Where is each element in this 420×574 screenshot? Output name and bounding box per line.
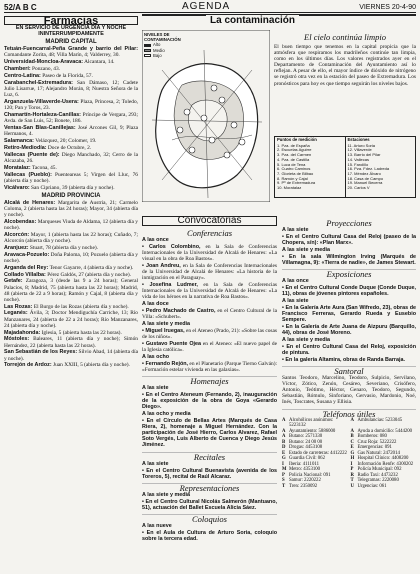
section-heading: Recitales	[142, 452, 277, 460]
station-item: 17. Méndez Álvaro	[347, 170, 381, 176]
event-item	[282, 305, 416, 323]
pharmacy-entry	[4, 245, 138, 251]
event-item	[142, 282, 277, 300]
phone-letter: A	[350, 417, 354, 423]
pollution-title: La contaminación	[206, 15, 299, 26]
pharmacy-address: Paseo de la Florida, 57.	[40, 72, 93, 79]
pharmacy-entry	[4, 200, 138, 218]
phone-text: Emergencias: 091	[357, 445, 392, 451]
event-lead: A las siete y media	[282, 246, 331, 253]
pharmacy-address: Tenor Gayarre, 4 (abierta día y noche).	[48, 264, 134, 271]
event-item	[142, 411, 277, 417]
pharmacy-area: San Sebastián de los Reyes:	[4, 349, 78, 356]
pharmacy-address: Diego Manchado, 32; Cerro de la Alcazaba, 26.	[4, 151, 138, 164]
pharmacy-entry	[4, 252, 138, 264]
event-item	[142, 461, 277, 467]
event-lead: A las siete	[142, 460, 169, 467]
pharmacies-subtitle: EN SERVICIO DE URGENCIA DÍA Y NOCHE ININTERRUMPIDAMENTE	[15, 25, 127, 38]
phone-letter: R	[350, 472, 354, 478]
pharmacy-address: Príncipe de Vergara, 293; Avda. de San Luis, 52; Bonete, 186.	[4, 111, 138, 124]
pharmacy-area: Vallecas (Puente de):	[4, 151, 60, 158]
station-item: 9. Pº de Extremadura	[277, 180, 316, 186]
pharmacy-entry	[4, 46, 138, 58]
event-item	[282, 254, 416, 266]
section-heading: Conferencias	[186, 228, 232, 239]
pharmacy-entry	[4, 349, 138, 361]
pollution-section	[142, 14, 416, 214]
pharmacy-address: San Dámaso, 12; Cadete Julio Lisarrue, 17; Alejandro Morán, 8; Nuestra Señora de la Luz, 6.	[4, 79, 138, 99]
pharmacy-area: Universidad-Moncloa-Aravaca:	[4, 59, 84, 66]
pharmacy-entry	[4, 152, 138, 164]
pharmacy-entry	[4, 66, 138, 72]
event-lead: • Fernando Rejón,	[142, 360, 189, 367]
phone-letter: T	[350, 478, 354, 484]
event-item	[282, 285, 416, 297]
event-item	[142, 263, 277, 281]
pharmacy-entry	[4, 219, 138, 231]
pharmacy-entry	[4, 145, 138, 151]
pharmacy-entry	[4, 330, 138, 336]
pharmacy-address: Margarita de Austria, 21; Carmelo Coloma, 2 (abierta hasta las 24 horas); Mayor, 34 (abierta día y noche).	[4, 199, 138, 218]
station-item: 4. Pza. de Castilla	[277, 156, 310, 162]
event-lead: • En el Centro Cultural Casa del Reloj (paseo de la Chopera, s/n): «Plan Marx».	[282, 233, 416, 247]
phone-text: Policía Nacional: 091	[289, 472, 331, 478]
pharmacy-address: Juan XXIII, 5 (abierta día y noche).	[51, 362, 130, 369]
event-item	[142, 341, 277, 353]
phone-text: Cruz Roja: 5222222	[357, 439, 397, 445]
article-text: El buen tiempo que tenemos en la capital propicia que la atmósfera que respiramos los madrileños continúe tan limpia, como en los últimos días. Los valores registrados ayer en el Departamento de Contaminación del Ayuntamiento así lo reflejan. A pesar de ello, el mayor índice de dióxido de nitrógeno se registró otra vez en la estación del paseo de Extremadura. Los pronósticos para hoy es que tiempo seguirán los niveles bajos.	[274, 44, 416, 87]
pharmacy-area: Arganda del Rey:	[4, 264, 49, 271]
pharmacy-address: Baleares, 11 (abierta día y noche); Simón Hernández, 22 (abierta hasta las 22 horas).	[4, 336, 138, 349]
pharmacy-area: Centro-Latina:	[4, 72, 41, 79]
station-item: 7. Glorieta de Bilbao	[277, 170, 314, 176]
station-item: 20. Carlos V	[347, 185, 370, 191]
pharmacy-address: José Arcones Gil, 9; Plaza Hermanos, 4.	[4, 124, 138, 137]
pharmacy-address: Ávila, 3; Doctor Mendiguchía Carriche, 13; Río Manzanares, 24 (abierta de 22 a 24 horas); Río Manzanares, 24 (abierta día y noche).	[4, 310, 138, 329]
pharmacy-entry	[4, 125, 138, 137]
pharmacy-area: Salamanca:	[4, 137, 34, 144]
pharmacy-address: Doce de Octubre, 2.	[46, 144, 92, 151]
event-lead: A las siete	[142, 385, 169, 392]
pharmacy-area: Las Rozas:	[4, 303, 33, 310]
event-item	[142, 492, 277, 498]
pharmacy-entry	[4, 232, 138, 244]
phone-text: Butano: 24 00 00	[289, 439, 323, 445]
phone-text: Policía Municipal: 092	[357, 467, 402, 473]
phone-letter: G	[282, 456, 286, 462]
phone-text: Información Renfe: 4300202	[357, 461, 414, 467]
event-item	[142, 308, 277, 320]
event-lead: A las ocho y media	[142, 411, 191, 418]
phone-entry	[282, 484, 348, 490]
pharmacy-entry	[4, 172, 138, 184]
phone-entry	[282, 418, 348, 429]
section-heading: Representaciones	[142, 483, 277, 491]
pharmacy-address: Puenteareas 5; Virgen del Lluc, 76 (abierta día y noche).	[4, 171, 138, 184]
pharmacy-address: Mayor, 1 (abierta hasta las 22 horas); Cuñado, 7; Alcorcón (abierta día y noche).	[4, 231, 138, 244]
phone-letter: B	[350, 434, 354, 440]
event-item	[282, 337, 416, 343]
pharmacy-entry	[4, 278, 138, 302]
station-item: 3. Pza. del Carmen	[277, 152, 312, 158]
pharmacy-address: Silvio Abad, 14 (abierta día y noche).	[4, 349, 138, 362]
pharmacy-entry	[4, 112, 138, 124]
phone-letter: E	[350, 445, 354, 451]
pharmacy-area: Torrejón de Ardoz:	[4, 362, 52, 369]
madrid-pharmacy-list	[4, 46, 138, 190]
pollution-map	[142, 30, 270, 202]
section-heading: Coloquios	[142, 514, 277, 522]
phone-letter: E	[282, 450, 286, 456]
station-item: 5. Luca de Tena	[277, 161, 306, 167]
pharmacy-area: Vallecas (Pueblo):	[4, 171, 52, 178]
event-lead: A las once	[282, 278, 309, 285]
legend-row-alto: Alto	[144, 42, 184, 47]
station-item: 16. Pza. Fdez. Ladreda	[347, 166, 390, 172]
event-lead: A las ocho	[142, 354, 170, 361]
pharmacy-address: Velázquez, 20; Colomer, 19.	[33, 137, 97, 144]
pharmacy-area: Arganzuela-Villaverde-Usera:	[4, 98, 79, 105]
telefonos-list	[282, 418, 416, 490]
pharmacy-address: Comandante Zorita, 48; Villa Marín, 4; Valderrey, 30.	[4, 52, 120, 59]
pharmacy-entry	[4, 310, 138, 328]
pharmacy-area: Aranjuez:	[4, 244, 29, 251]
phone-text: Ayuntamiento: 5886000	[289, 428, 336, 434]
event-lead: • En la sala Wilmington Irving (Marqués de Villamagna, 9): «Tierra de nadie», de James Stewart.	[282, 253, 416, 266]
pharmacy-address: Doña Paloma, 10; Pozuelo (abierta día y noche).	[4, 251, 138, 264]
event-lead: • Miguel Iruegas,	[142, 328, 185, 335]
convocatorias-column	[142, 216, 277, 568]
pollution-article	[274, 32, 416, 87]
event-item	[142, 499, 277, 511]
pharmacy-area: Majadahonda:	[4, 329, 41, 336]
station-item: 6. Cuatro Caminos	[277, 166, 311, 172]
pharmacy-entry	[4, 304, 138, 310]
event-lead: A las once	[142, 237, 169, 244]
phone-letter: P	[350, 467, 354, 473]
pharmacy-entry	[4, 336, 138, 348]
phone-text: Metro: 4353100	[289, 467, 321, 473]
station-item: 19. Manuel Becerra	[347, 180, 383, 186]
event-lead: • Joan Andreu,	[142, 263, 181, 270]
pharmacy-entry	[4, 138, 138, 144]
phone-letter: G	[350, 450, 355, 456]
page-number: 52/A B C	[4, 3, 37, 12]
phone-letter: A	[350, 428, 354, 434]
event-item	[282, 227, 416, 233]
phone-letter: I	[282, 461, 284, 467]
station-item: 15. Farolillo	[347, 161, 369, 167]
phone-letter: T	[282, 483, 286, 489]
event-lead: • En el Aula de Cultura de Arturo Soria, coloquio sobre la tercera edad.	[142, 529, 277, 542]
pharmacy-address: Zaragoza, 3 (desde las 9 a 24 horas); General Palacios, 8; Madrid, 75 (abierta hasta las 22 horas); Madrid, 48 (abierta de 22 a 9 horas); Ramón y Cajal, 8 (abierta día y noche).	[4, 278, 138, 303]
event-text: en el Ateneo: «El nuevo papel de la Iglesia católica».	[142, 341, 277, 354]
pharmacy-entry	[4, 362, 138, 368]
phone-letter: M	[282, 467, 287, 473]
pharmacy-entry	[4, 165, 138, 171]
event-item	[142, 321, 277, 327]
phone-letter: P	[282, 472, 285, 478]
pharmacy-area: Chamartín-Hortaleza-Canillas:	[4, 111, 81, 118]
phone-text: Alcohólicos anónimos: 5223132	[289, 417, 334, 429]
pharmacy-address: San Cipriano, 39 (abierta día y noche).	[29, 184, 115, 191]
event-text: en el Planetario (Parque Tierno Galván): «Formación estelar vivienda en las galaxias».	[142, 360, 277, 374]
event-item	[142, 244, 277, 262]
event-item	[142, 354, 277, 360]
pharmacy-area: Alcobendas:	[4, 218, 37, 225]
station-item: 8. Ramón y Cajal	[277, 175, 308, 181]
pharmacy-address: Alcantara, 14.	[83, 59, 115, 66]
phone-letter: D	[282, 445, 286, 451]
pharmacy-area: Retiro-Mediodía:	[4, 144, 47, 151]
phone-text: Guardia Civil: 062	[289, 456, 325, 462]
station-item: 10. Moratalaz	[277, 185, 302, 191]
phone-entry	[351, 418, 417, 429]
legend-row-bajo: Bajo	[144, 53, 184, 58]
section-heading: Santoral	[282, 366, 416, 374]
event-lead: A las siete	[282, 227, 309, 234]
phone-text: Ambulancias: 5233045	[357, 417, 403, 423]
convocatorias-title: Convocatorias	[142, 216, 277, 226]
phone-text: Samur: 2220222	[289, 478, 321, 484]
event-lead: • Gustavo Puente Ojea	[142, 341, 202, 348]
pharmacy-area: Collado Villalba:	[4, 271, 46, 278]
section-heading: Homenajes	[142, 376, 277, 384]
phone-letter: I	[350, 461, 353, 467]
pharmacies-title: Farmacias	[4, 16, 138, 25]
legend-swatch	[144, 54, 151, 57]
event-lead: A las siete y media	[282, 336, 331, 343]
event-text: en la Sala de Conferencias Internacionales de la Universidad de Alcalá de Henares: «La historia de la inmigración en el Paraguay».	[142, 263, 277, 282]
pollution-legend	[144, 32, 184, 58]
event-item	[142, 468, 277, 480]
pharmacy-area: Aravaca-Pozuelo:	[4, 251, 50, 258]
section-heading: Exposiciones	[282, 269, 416, 277]
phone-letter: U	[350, 483, 354, 489]
phone-text: Gas Natural: 2472014	[357, 450, 400, 456]
pharmacy-area: Ventas-San Blas-Canillejas:	[4, 124, 76, 131]
phone-letter: C	[350, 439, 354, 445]
event-item	[142, 361, 277, 373]
table-right-column: Estaciones 11. Arturo Soria 12. Villaverde 13. Barrio del Pilar 14. Vallecas 15. Farolillo 16. Pza. Fdez. Ladreda 17. Méndez Álvaro 18. Casa de Campo 19. Manuel Becerra 20. Carlos V	[345, 137, 416, 197]
event-lead: • En el Centro Ateneum (Fernando, 2), inauguración de la exposición de la obra de Goya «Gerardo Diego».	[142, 392, 277, 411]
section-title: AGENDA	[182, 1, 231, 12]
phone-letter: A	[282, 428, 286, 434]
article-title: El cielo continúa limpio	[304, 32, 386, 42]
event-lead: A las siete y media	[142, 321, 191, 328]
pharmacy-address: Tacona, 45.	[30, 164, 57, 171]
pharmacy-entry	[4, 99, 138, 111]
event-lead: • En el Círculo de Bellas Artes (Marqués de Casa Riera, 2), homenaje a Miguel Hernández. Con la participación de José Hierro, Carlos Alvarez, Rafael Soto Vergés, Luis Alberto de Cuenca y Diego Jesús Jiménez.	[142, 418, 277, 449]
event-item	[142, 301, 277, 307]
convocatorias-right	[282, 219, 416, 406]
station-item: 12. Villaverde	[347, 147, 372, 153]
event-item	[282, 344, 416, 356]
pharmacy-address: Ponzano, 43.	[30, 66, 61, 73]
event-item	[142, 418, 277, 448]
phone-text: Hospital Clínico: 4408200	[357, 456, 409, 462]
pharmacies-column	[4, 16, 138, 568]
event-lead: • En el Centro Cultural Conde Duque (Conde Duque, 11), obras de jóvenes pintores españoles.	[282, 285, 416, 298]
event-lead: • En la Galería de Arte Juana de Aizpuru (Barquillo, 44), obras de José Moreno.	[282, 323, 416, 337]
pharmacy-area: Vicálvaro:	[4, 184, 30, 191]
event-lead: • Josefina Ludmer,	[142, 282, 198, 289]
event-item	[282, 278, 416, 284]
section-heading: Proyecciones	[326, 218, 372, 228]
pharmacy-entry	[4, 185, 138, 191]
page-header	[4, 0, 416, 13]
phone-text: Bomberos: 080	[357, 434, 387, 440]
event-lead: • En la Galería Arte Aura (San Wifredo, 23), obras de Francisco Ferreras, Gerardo Rueda y Eusebio Sempere.	[282, 304, 416, 324]
event-item	[282, 234, 416, 246]
pharmacy-entry	[4, 80, 138, 98]
event-item	[142, 523, 277, 529]
phone-text: Telegramas: 2220080	[357, 478, 399, 484]
right-column	[282, 216, 416, 568]
phone-letter: S	[282, 478, 285, 484]
event-item	[142, 392, 277, 410]
event-lead: A las nueve	[142, 522, 172, 529]
phone-text: Ayuda a domicilio: 5444200	[357, 428, 413, 434]
event-text: en el Centro Cultural de la Villa: «Schubert».	[142, 308, 277, 321]
legend-swatch	[144, 44, 151, 47]
zone-province: MADRID PROVINCIA	[41, 192, 101, 199]
station-item: 18. Casa de Campo	[347, 175, 384, 181]
phone-letter: A	[282, 434, 286, 440]
event-lead: • Pedro Machado de Castro,	[142, 308, 216, 315]
phone-letter: B	[282, 439, 286, 445]
event-item	[142, 530, 277, 542]
pharmacy-address: Plaza, Princesa, 2; Toledo, 120; Pan y Toros, 23.	[4, 98, 138, 112]
issue-date: VIERNES 20-4-90	[359, 4, 416, 11]
event-text: en la Sala de Conferencias Internacionales de la Universidad de Alcalá de Henares: «La vida de los héroes en la narrativa de Roa Bastos».	[142, 282, 277, 301]
station-item: 13. Barrio del Pilar	[347, 152, 381, 158]
event-lead: • En el Centro Cultural Nicolás Salmerón (Mantuano, 51), actuación del Ballet Escuela Alicia Sáez.	[142, 498, 277, 511]
legend-swatch	[144, 49, 151, 52]
phone-text: Iberia: 4111011	[289, 461, 319, 467]
phone-text: Estado de carreteras: 4412222	[289, 450, 347, 456]
event-item	[282, 298, 416, 304]
pharmacy-area: Alcorcón:	[4, 231, 30, 238]
phone-text: Urgencias: 061	[357, 483, 387, 489]
phone-text: Butano: 2571330	[289, 434, 323, 440]
province-pharmacy-list	[4, 200, 138, 369]
pharmacy-entry	[4, 265, 138, 271]
phone-letter: A	[282, 417, 286, 423]
pharmacy-area: Móstoles:	[4, 336, 30, 343]
pharmacy-area: Chamberí:	[4, 66, 31, 73]
event-lead: • En el Centro Cultural Casa del Reloj, exposición de pintura.	[282, 343, 416, 356]
phone-text: Drogas: 4453108	[289, 445, 323, 451]
table-left-column: Puntos de medición 1. Pza. de España 2. Escuelas Aguirre 3. Pza. del Carmen 4. Pza. de Castilla 5. Luca de Tena 6. Cuatro Caminos 7. Glorieta de Bilbao 8. Ramón y Cajal 9. Pº de Extremadura 10. Moratalaz	[275, 137, 345, 197]
pharmacy-entry	[4, 59, 138, 65]
pharmacy-address: Iglesia, 5 (abierta hasta las 22 horas).	[40, 329, 122, 336]
event-lead: • En el Centro Cultural Buenavista (avenida de los Toreros, 5), recital de Raúl Alcaraz.	[142, 467, 277, 480]
event-item	[282, 247, 416, 253]
pharmacy-area: Tetuán-Fuencarral-Peña Grande y barrio del Pilar:	[4, 46, 138, 53]
event-text: en la Sala de Conferencias Internacionales de la Universidad de Alcalá de Henares: «La visual en la obra de Roa Bastos».	[142, 244, 277, 263]
phone-entry	[351, 484, 417, 490]
measurement-table	[274, 136, 416, 198]
event-lead: • Carlos Colombino,	[142, 244, 201, 251]
pharmacy-entry	[4, 73, 138, 79]
pharmacy-address: Pérez Galdós, 27 (abierta día y noche).	[45, 271, 132, 278]
phone-letter: H	[350, 456, 355, 462]
pharmacy-address: Marqueses Viuda de Aldama, 12 (abierta día y noche).	[4, 218, 138, 231]
legend-title: NIVELES DE CONTAMINACIÓN	[144, 32, 181, 43]
event-item	[282, 324, 416, 336]
event-lead: A las doce	[142, 301, 169, 308]
event-item	[142, 328, 277, 340]
phone-text: Tren: 2350092	[289, 483, 318, 489]
pharmacy-area: Carabanchel-Extremadura:	[4, 79, 73, 86]
event-lead: A las siete	[282, 298, 309, 305]
pharmacy-area: Alcalá de Henares:	[4, 199, 56, 206]
event-item	[282, 375, 416, 405]
station-item: 11. Arturo Soria	[347, 142, 375, 148]
event-text: en el Ateneo (Prado, 21): «Sobre las cosas de los niños».	[142, 328, 277, 341]
event-item	[142, 237, 277, 243]
convocatorias-left	[142, 229, 277, 542]
event-lead: • En la galería Altamira, obras de Randa Barraja.	[282, 356, 406, 363]
pharmacy-address: Stuart, 78 (abierta día y noche).	[28, 244, 99, 251]
phone-text: Radio Taxi: 4473232	[357, 472, 398, 478]
pharmacy-area: Leganés:	[4, 310, 28, 317]
telefonos-title: Teléfonos útiles	[282, 409, 416, 417]
station-item: 2. Escuelas Aguirre	[277, 147, 312, 153]
legend-row-medio: Medio	[144, 48, 184, 53]
event-lead: A las siete y media	[142, 491, 191, 498]
pharmacy-area: Getafe:	[4, 278, 23, 285]
pharmacy-area: Moratalaz:	[4, 164, 31, 171]
station-item: 14. Vallecas	[347, 156, 369, 162]
pharmacy-entry	[4, 272, 138, 278]
event-item	[142, 385, 277, 391]
zone-madrid: MADRID CAPITAL	[45, 39, 97, 46]
station-item: 1. Pza. de España	[277, 142, 310, 148]
pharmacy-address: El Burgo de las Rozas (abierta día y noche).	[32, 303, 129, 310]
event-item	[282, 357, 416, 363]
event-text: Santos Teodoro, Marcelino, Teodoro, Sulpicio, Servilano, Víctor, Zótico, Zenón, Cesáreo, Severiano, Crisófero, Antonio, Teótimo, Héctor, Genaro, Teodoro, Segundo, Sebastián, Rómulo, Sinforiano, Gervasio, Mardonio, Noé, Inés, Toscrates, Susana y Ellisia.	[282, 375, 416, 406]
